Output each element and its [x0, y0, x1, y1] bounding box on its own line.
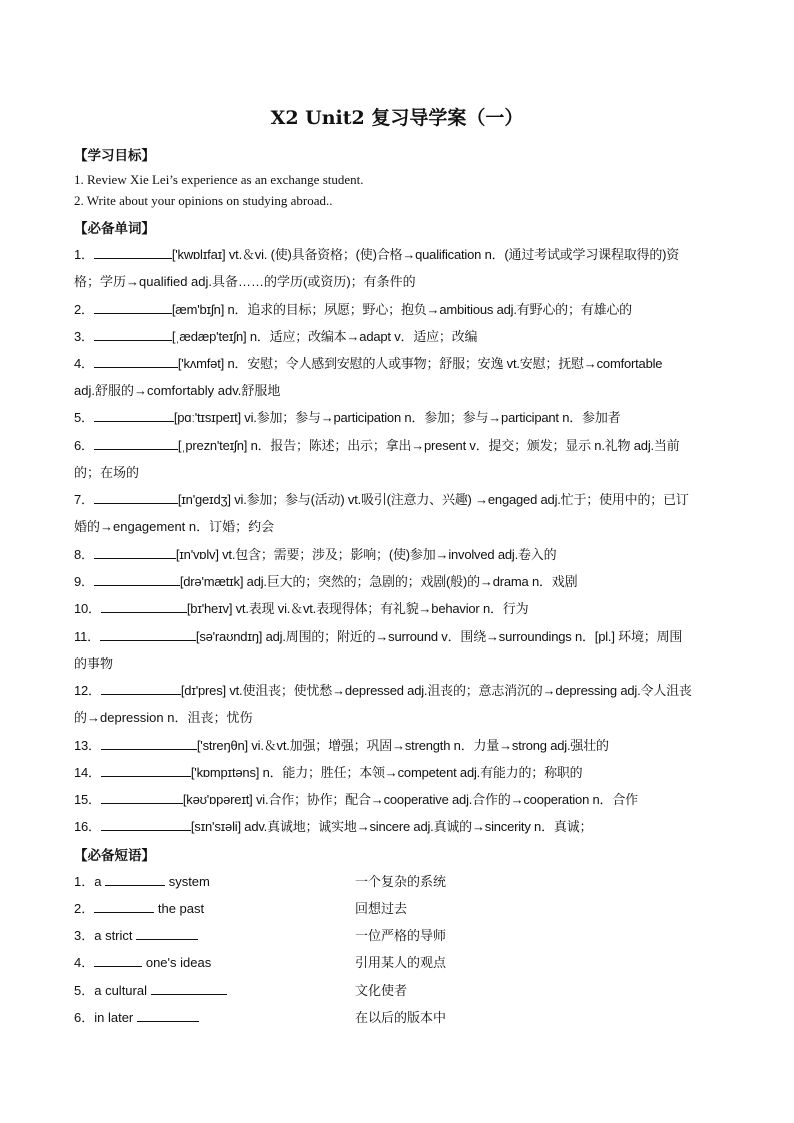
word-item-7	[74, 489, 689, 508]
goal-item-2: 2. Write about your opinions on studying abroad..	[74, 193, 333, 208]
word-item-4-continuation: adj.舒服的→comfortably adv.舒服地	[74, 383, 281, 398]
word-number: 12．	[74, 683, 101, 698]
phrase-meaning-3: 一位严格的导师	[355, 929, 447, 944]
word-item-5	[74, 407, 620, 426]
word-item-9	[74, 571, 577, 590]
answer-blank[interactable]	[94, 492, 178, 504]
answer-blank[interactable]	[101, 601, 187, 613]
word-number: 14．	[74, 765, 101, 780]
word-definition: [æm'bɪʃn] n．追求的目标；夙愿；野心；抱负→ambitious adj.有野心的；有雄心的	[171, 302, 632, 317]
word-number: 10．	[74, 601, 101, 616]
phrase-suffix: system	[165, 874, 210, 889]
word-item-12-continuation: 的→depression n．沮丧；忧伤	[74, 710, 253, 725]
word-item-15	[74, 789, 638, 808]
word-item-2	[74, 299, 632, 318]
word-item-7-continuation: 婚的→engagement n．订婚；约会	[74, 519, 275, 534]
word-number: 1．	[74, 247, 94, 262]
answer-blank[interactable]	[100, 629, 196, 641]
answer-blank[interactable]	[94, 410, 174, 422]
word-number: 16．	[74, 819, 101, 834]
phrase-meaning-2: 回想过去	[355, 902, 408, 917]
word-number: 9．	[74, 574, 94, 589]
answer-blank[interactable]	[94, 901, 154, 913]
word-definition: [sɪn'sɪəli] adv.真诚地；诚实地→sincere adj.真诚的→sincerity n．真诚；	[190, 819, 593, 834]
phrase-prefix: 6．in later	[74, 1010, 137, 1025]
word-definition: [ˌprezn'teɪʃn] n．报告；陈述；出示；拿出→present v．提交；颁发；显示 n.礼物 adj.当前	[177, 438, 680, 453]
word-definition: [bɪ'heɪv] vt.表现 vi.＆vt.表现得体；有礼貌→behavior n．行为	[186, 601, 529, 616]
phrase-prefix: 2．	[74, 901, 95, 916]
word-number: 13．	[74, 738, 101, 753]
phrase-prefix: 4．	[74, 955, 95, 970]
word-definition: [drə'mætɪk] adj.巨大的；突然的；急剧的；戏剧(般)的→drama n．戏剧	[179, 574, 578, 589]
phrase-item-6	[74, 1007, 199, 1026]
word-number: 6．	[74, 438, 94, 453]
page-title: X2 Unit2 复习导学案（一）	[270, 107, 524, 129]
word-definition: [ɪn'vɒlv] vt.包含；需要；涉及；影响；(使)参加→involved adj.卷入的	[175, 547, 557, 562]
phrase-prefix: 3．a strict	[74, 928, 137, 943]
word-number: 5．	[74, 410, 94, 425]
answer-blank[interactable]	[101, 792, 183, 804]
phrase-prefix: 1．a	[74, 874, 106, 889]
goal-item-1: 1. Review Xie Lei’s experience as an exchange student.	[74, 172, 364, 187]
word-item-3	[74, 326, 477, 345]
word-number: 15．	[74, 792, 101, 807]
answer-blank[interactable]	[151, 983, 227, 995]
answer-blank[interactable]	[101, 683, 181, 695]
answer-blank[interactable]	[94, 356, 178, 368]
answer-blank[interactable]	[94, 955, 142, 967]
phrase-meaning-6: 在以后的版本中	[355, 1011, 447, 1026]
phrase-item-2	[74, 898, 204, 917]
answer-blank[interactable]	[94, 302, 172, 314]
answer-blank[interactable]	[94, 438, 178, 450]
word-item-12	[74, 680, 692, 699]
answer-blank[interactable]	[136, 928, 198, 940]
phrase-item-5	[74, 980, 227, 999]
word-item-6	[74, 435, 680, 454]
word-definition: [pɑː'tɪsɪpeɪt] vi.参加；参与→participation n．参加；参与→participant n．参加者	[173, 410, 621, 425]
word-number: 8．	[74, 547, 94, 562]
word-definition: ['kɒmpɪtəns] n．能力；胜任；本领→competent adj.有能力的；称职的	[190, 765, 583, 780]
word-number: 11．	[74, 629, 100, 644]
word-item-1	[74, 244, 679, 263]
word-definition: [ˌædæp'teɪʃn] n．适应；改编本→adapt v．适应；改编	[171, 329, 478, 344]
word-number: 2．	[74, 302, 94, 317]
answer-blank[interactable]	[94, 247, 172, 259]
goals-heading: 【学习目标】	[74, 148, 155, 164]
answer-blank[interactable]	[137, 1010, 199, 1022]
word-definition: [kəʊ'ɒpəreɪt] vi.合作；协作；配合→cooperative adj.合作的→cooperation n．合作	[182, 792, 638, 807]
answer-blank[interactable]	[94, 329, 172, 341]
word-number: 3．	[74, 329, 94, 344]
word-item-6-continuation: 的；在场的	[74, 465, 140, 480]
word-definition: [dɪ'pres] vt.使沮丧；使忧愁→depressed adj.沮丧的；意志消沉的→depressing adj.令人沮丧	[180, 683, 692, 698]
word-definition: [sə'raʊndɪŋ] adj.周围的；附近的→surround v．围绕→surroundings n．[pl.] 环境；周围	[195, 629, 683, 644]
answer-blank[interactable]	[101, 738, 197, 750]
word-number: 4．	[74, 356, 94, 371]
word-item-13	[74, 735, 609, 754]
word-item-8	[74, 544, 556, 563]
phrases-heading: 【必备短语】	[74, 848, 155, 864]
answer-blank[interactable]	[105, 874, 165, 886]
word-item-11	[74, 626, 682, 645]
word-definition: ['streŋθn] vi.＆vt.加强；增强；巩固→strength n．力量→strong adj.强壮的	[196, 738, 609, 753]
answer-blank[interactable]	[101, 819, 191, 831]
phrase-item-4	[74, 952, 211, 971]
answer-blank[interactable]	[101, 765, 191, 777]
phrase-meaning-1: 一个复杂的系统	[355, 875, 447, 890]
answer-blank[interactable]	[94, 574, 180, 586]
phrase-suffix: the past	[154, 901, 205, 916]
words-heading: 【必备单词】	[74, 221, 155, 237]
word-item-4	[74, 353, 662, 372]
phrase-item-3	[74, 925, 198, 944]
answer-blank[interactable]	[94, 547, 176, 559]
phrase-suffix: one's ideas	[142, 955, 212, 970]
phrase-meaning-4: 引用某人的观点	[355, 956, 447, 971]
word-definition: ['kwɒlɪfaɪ] vt.＆vi. (使)具备资格；(使)合格→qualification n．(通过考试或学习课程取得的)资	[171, 247, 680, 262]
word-item-1-continuation: 格；学历→qualified adj.具备……的学历(或资历)；有条件的	[74, 274, 416, 289]
word-item-16	[74, 816, 592, 835]
phrase-item-1	[74, 871, 210, 890]
phrase-meaning-5: 文化使者	[355, 984, 408, 999]
word-number: 7．	[74, 492, 94, 507]
word-item-10	[74, 598, 528, 617]
phrase-prefix: 5．a cultural	[74, 983, 151, 998]
word-item-11-continuation: 的事物	[74, 656, 114, 671]
word-definition: ['kʌmfət] n．安慰；令人感到安慰的人或事物；舒服；安逸 vt.安慰；抚慰→comfortable	[177, 356, 663, 371]
word-item-14	[74, 762, 583, 781]
word-definition: [ɪn'ɡeɪdʒ] vi.参加；参与(活动) vt.吸引(注意力、兴趣) →engaged adj.忙于；使用中的；已订	[177, 492, 689, 507]
